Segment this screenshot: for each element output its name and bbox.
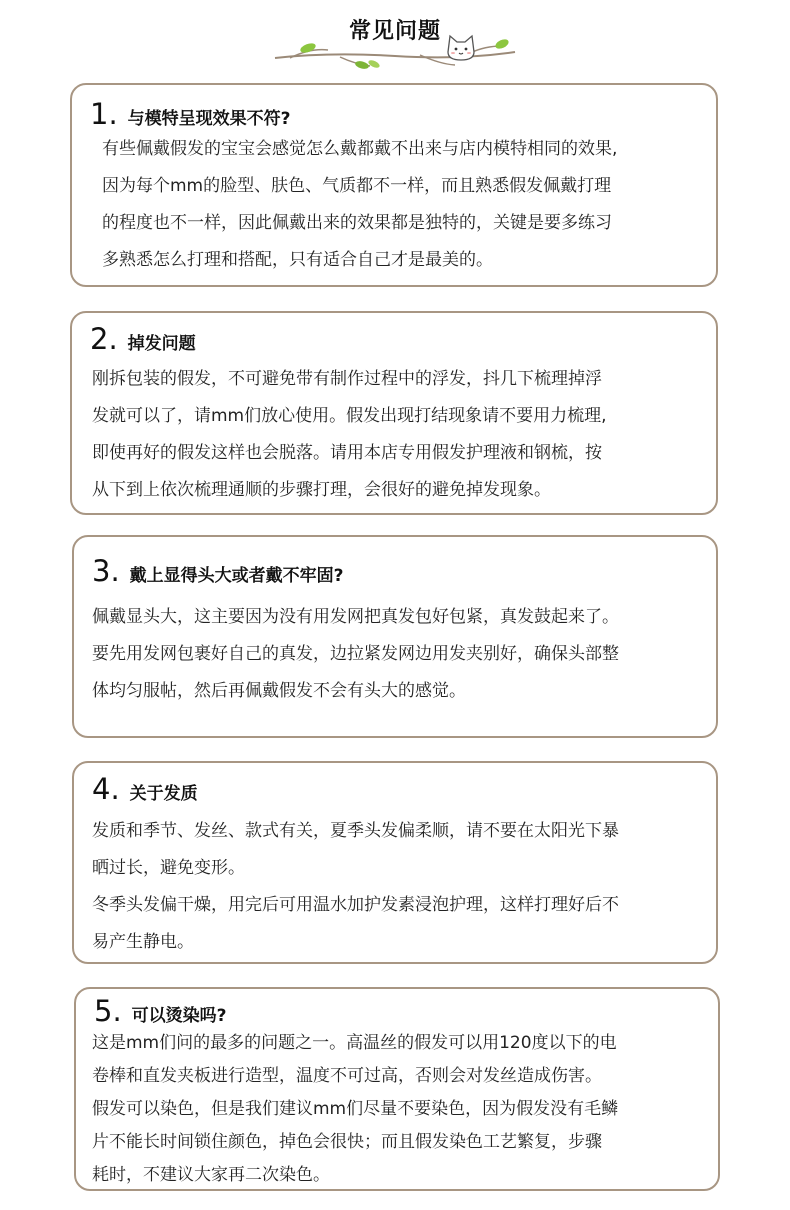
answer-line: 因为每个mm的脸型、肤色、气质都不一样，而且熟悉假发佩戴打理	[102, 176, 612, 196]
faq-answer-3	[92, 599, 704, 710]
faq-answer-5	[92, 1027, 706, 1192]
answer-line: 即使再好的假发这样也会脱落。请用本店专用假发护理液和钢梳，按	[92, 443, 602, 463]
answer-line: 的程度也不一样，因此佩戴出来的效果都是独特的，关键是要多练习	[102, 213, 612, 233]
answer-line: 发就可以了，请mm们放心使用。假发出现打结现象请不要用力梳理,	[92, 406, 607, 426]
faq-card-1	[70, 83, 718, 287]
answer-line: 有些佩戴假发的宝宝会感觉怎么戴都戴不出来与店内模特相同的效果,	[102, 139, 618, 159]
answer-line: 刚拆包装的假发，不可避免带有制作过程中的浮发，抖几下梳理掉浮	[92, 369, 602, 389]
answer-line: 多熟悉怎么打理和搭配，只有适合自己才是最美的。	[102, 250, 493, 270]
faq-title: 戴上显得头大或者戴不牢固?	[129, 566, 344, 586]
faq-number: 5.	[94, 994, 122, 1028]
faq-card-4	[72, 761, 718, 964]
page-title: 常见问题	[348, 19, 441, 44]
faq-number: 4.	[92, 772, 120, 806]
answer-line: 片不能长时间锁住颜色，掉色会很快；而且假发染色工艺繁复，步骤	[92, 1132, 602, 1152]
faq-number: 1.	[90, 97, 118, 131]
faq-question-2	[90, 322, 196, 356]
answer-line: 发质和季节、发丝、款式有关，夏季头发偏柔顺，请不要在太阳光下暴	[92, 821, 619, 841]
answer-line: 晒过长，避免变形。	[92, 858, 245, 878]
faq-question-4	[92, 772, 198, 806]
answer-line: 佩戴显头大，这主要因为没有用发网把真发包好包紧，真发鼓起来了。	[92, 607, 619, 627]
faq-question-5	[94, 994, 227, 1028]
faq-title: 关于发质	[129, 784, 198, 804]
faq-number: 3.	[92, 554, 120, 588]
answer-line: 卷棒和直发夹板进行造型，温度不可过高，否则会对发丝造成伤害。	[92, 1066, 602, 1086]
faq-answer-2	[92, 361, 704, 509]
answer-line: 从下到上依次梳理通顺的步骤打理，会很好的避免掉发现象。	[92, 480, 551, 500]
faq-title: 与模特呈现效果不符?	[127, 109, 291, 129]
answer-line: 体均匀服帖，然后再佩戴假发不会有头大的感觉。	[92, 681, 466, 701]
answer-line: 假发可以染色，但是我们建议mm们尽量不要染色，因为假发没有毛鳞	[92, 1099, 619, 1119]
faq-title: 掉发问题	[127, 334, 196, 354]
answer-line: 这是mm们问的最多的问题之一。高温丝的假发可以用120度以下的电	[92, 1033, 617, 1053]
faq-card-5	[74, 987, 720, 1191]
faq-answer-4	[92, 813, 704, 961]
faq-question-1	[90, 97, 291, 131]
faq-card-3	[72, 535, 718, 738]
answer-line: 要先用发网包裹好自己的真发，边拉紧发网边用发夹别好，确保头部整	[92, 644, 619, 664]
faq-number: 2.	[90, 322, 118, 356]
page-header	[0, 0, 790, 80]
answer-line: 冬季头发偏干燥，用完后可用温水加护发素浸泡护理，这样打理好后不	[92, 895, 619, 915]
branch-cat-decoration-icon	[270, 28, 520, 73]
faq-answer-1	[102, 131, 704, 279]
faq-question-3	[92, 554, 344, 588]
answer-line: 易产生静电。	[92, 932, 194, 952]
answer-line: 耗时，不建议大家再二次染色。	[92, 1165, 330, 1185]
faq-title: 可以烫染吗?	[131, 1006, 227, 1026]
faq-card-2	[70, 311, 718, 515]
